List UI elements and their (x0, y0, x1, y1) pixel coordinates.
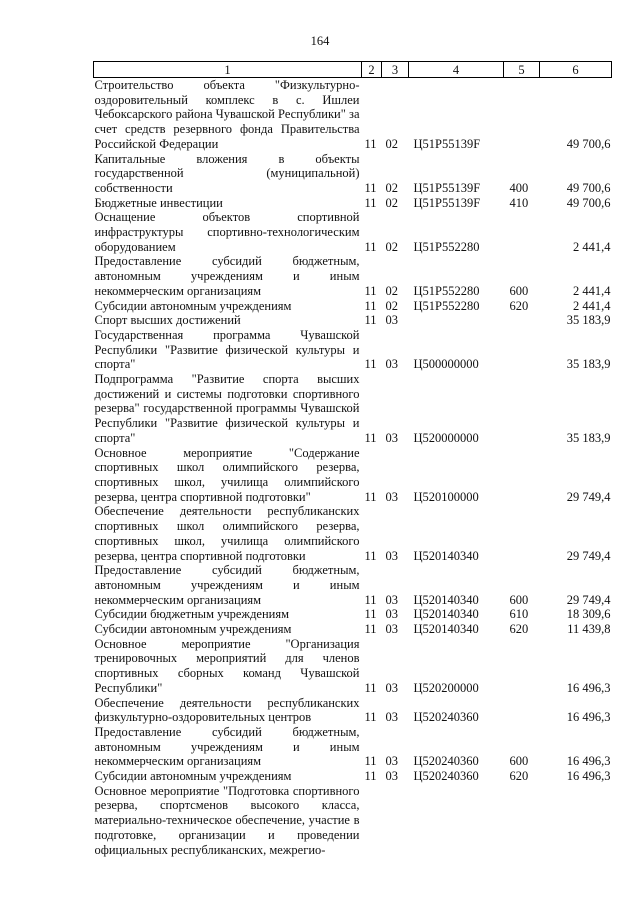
row-target-article: Ц520140340 (413, 607, 479, 622)
row-name: Предоставление субсидий бюджетным, автономным учреждениям и иным некоммерческим организациям (94, 254, 360, 298)
row-expense-type (504, 78, 540, 152)
row-section: 11 (364, 430, 377, 445)
row-target-article: Ц520140340 (413, 592, 479, 607)
table-row (94, 769, 612, 784)
row-amount: 2 441,4 (573, 298, 611, 313)
row-target-article: Ц520200000 (413, 680, 479, 695)
row-section: 11 (364, 180, 377, 195)
row-section: 11 (364, 239, 377, 254)
row-amount: 49 700,6 (566, 180, 611, 195)
row-target-article: Ц520240360 (413, 769, 479, 784)
row-amount: 29 749,4 (566, 592, 611, 607)
row-subsection: 03 (385, 710, 398, 725)
table-row (94, 210, 612, 254)
row-name: Основное мероприятие "Содержание спортивных школ олимпийского резерва, спортивных школ, училища олимпийского резерва, центра спортивной подготовки" (94, 445, 360, 504)
row-section: 11 (364, 136, 377, 151)
table-row (94, 372, 612, 446)
budget-table (93, 61, 612, 857)
row-target-article: Ц51P552280 (413, 239, 480, 254)
row-amount: 29 749,4 (566, 548, 611, 563)
table-row (94, 637, 612, 696)
header-row (94, 62, 612, 78)
row-expense-type: 410 (509, 195, 529, 210)
row-name: Подпрограмма "Развитие спорта высших достижений и системы подготовки спортивного резерва" государственной программы Чувашской Республики "Развитие физической культуры и спорта" (94, 372, 360, 445)
row-expense-type (504, 372, 540, 446)
row-section: 11 (364, 283, 377, 298)
header-cell-section: 2 (362, 62, 382, 78)
header-cell-target-article: 4 (409, 62, 504, 78)
row-section: 11 (364, 313, 377, 328)
row-name: Оснащение объектов спортивной инфраструктуры спортивно-технологическим оборудованием (94, 210, 360, 254)
header-cell-amount: 6 (540, 62, 612, 78)
row-target-article: Ц520100000 (413, 489, 479, 504)
row-subsection: 02 (385, 298, 398, 313)
row-amount: 11 439,8 (567, 622, 611, 637)
row-amount: 16 496,3 (566, 754, 611, 769)
row-expense-type: 620 (509, 769, 529, 784)
row-name: Предоставление субсидий бюджетным, автономным учреждениям и иным некоммерческим организациям (94, 724, 360, 769)
row-target-article: Ц51P55139F (413, 195, 481, 210)
row-name: Основное мероприятие "Организация тренировочных мероприятий для членов спортивных сборных команд Чувашской Республики" (94, 636, 360, 695)
row-expense-type: 600 (509, 754, 529, 769)
row-target-article: Ц520140340 (413, 548, 479, 563)
row-amount: 49 700,6 (566, 136, 611, 151)
row-target-article: Ц520000000 (413, 430, 479, 445)
row-expense-type (504, 696, 540, 725)
table-row (94, 254, 612, 298)
table-row (94, 504, 612, 563)
row-subsection: 02 (385, 195, 398, 210)
row-name: Капитальные вложения в объекты государственной (муниципальной) собственности (94, 151, 360, 195)
row-subsection: 03 (385, 548, 398, 563)
table-row (94, 313, 612, 328)
row-target-article: Ц520240360 (413, 754, 479, 769)
table-row (94, 622, 612, 637)
row-target-article: Ц500000000 (413, 357, 479, 372)
row-subsection: 02 (385, 136, 398, 151)
row-name: Обеспечение деятельности республиканских спортивных школ олимпийского резерва, спортивных школ, училища олимпийского резерва, центра спортивной подготовки (94, 504, 360, 563)
row-amount: 49 700,6 (566, 195, 611, 210)
row-subsection: 02 (385, 239, 398, 254)
table-row (94, 725, 612, 769)
table-row (94, 446, 612, 505)
row-expense-type (504, 210, 540, 254)
row-subsection: 03 (385, 680, 398, 695)
row-section: 11 (364, 622, 377, 637)
table-row (94, 152, 612, 196)
row-amount: 16 496,3 (566, 710, 611, 725)
row-subsection: 03 (385, 357, 398, 372)
table-row (94, 784, 612, 858)
row-target-article (409, 784, 504, 858)
row-section: 11 (364, 680, 377, 695)
header-cell-expense-type: 5 (504, 62, 540, 78)
row-name: Бюджетные инвестиции (94, 195, 223, 210)
row-expense-type (504, 313, 540, 328)
row-section: 11 (364, 769, 377, 784)
row-expense-type: 600 (509, 592, 529, 607)
row-section: 11 (364, 754, 377, 769)
row-target-article (409, 313, 504, 328)
row-name: Государственная программа Чувашской Республики "Развитие физической культуры и спорта" (94, 327, 360, 372)
row-subsection: 03 (385, 430, 398, 445)
row-section: 11 (364, 607, 377, 622)
row-expense-type (504, 446, 540, 505)
table-row (94, 299, 612, 314)
row-name: Субсидии автономным учреждениям (94, 298, 292, 313)
row-section: 11 (364, 489, 377, 504)
row-subsection: 03 (385, 592, 398, 607)
row-target-article: Ц520240360 (413, 710, 479, 725)
row-target-article: Ц520140340 (413, 622, 479, 637)
row-section: 11 (364, 710, 377, 725)
table-row (94, 607, 612, 622)
row-expense-type: 620 (509, 298, 529, 313)
table-row (94, 328, 612, 372)
row-section: 11 (364, 298, 377, 313)
table-row (94, 696, 612, 725)
table-row (94, 196, 612, 211)
table-row (94, 563, 612, 607)
row-name: Субсидии автономным учреждениям (94, 769, 292, 784)
row-amount: 16 496,3 (566, 769, 611, 784)
row-name: Предоставление субсидий бюджетным, автономным учреждениям и иным некоммерческим организациям (94, 563, 360, 607)
row-amount: 35 183,9 (566, 430, 611, 445)
row-amount: 35 183,9 (566, 357, 611, 372)
row-target-article: Ц51P55139F (413, 180, 481, 195)
row-subsection: 03 (385, 489, 398, 504)
row-subsection: 03 (385, 607, 398, 622)
row-expense-type: 610 (509, 607, 529, 622)
row-expense-type (504, 784, 540, 858)
row-name: Субсидии бюджетным учреждениям (94, 607, 290, 622)
row-amount: 16 496,3 (566, 680, 611, 695)
row-expense-type (504, 504, 540, 563)
row-section: 11 (364, 548, 377, 563)
row-target-article: Ц51P552280 (413, 298, 480, 313)
header-cell-subsection: 3 (382, 62, 409, 78)
row-target-article: Ц51P55139F (413, 136, 481, 151)
row-subsection: 03 (385, 769, 398, 784)
row-amount: 2 441,4 (573, 239, 611, 254)
row-section: 11 (364, 195, 377, 210)
row-expense-type (504, 328, 540, 372)
row-subsection: 03 (385, 622, 398, 637)
row-expense-type: 400 (509, 180, 529, 195)
table-row (94, 78, 612, 152)
row-expense-type: 600 (509, 283, 529, 298)
row-section: 11 (364, 357, 377, 372)
row-subsection (382, 784, 409, 858)
row-amount: 35 183,9 (566, 313, 611, 328)
row-amount: 29 749,4 (566, 489, 611, 504)
row-subsection: 03 (385, 754, 398, 769)
row-section: 11 (364, 592, 377, 607)
row-expense-type (504, 637, 540, 696)
row-section (362, 784, 382, 858)
row-name: Строительство объекта "Физкультурно-оздоровительный комплекс в с. Ишлеи Чебоксарского района Чувашской Республики" за счет средств резервного фонда Правительства Российской Федерации (94, 78, 360, 151)
row-amount (540, 784, 612, 858)
page-number: 164 (310, 34, 330, 48)
row-subsection: 02 (385, 283, 398, 298)
row-name: Обеспечение деятельности республиканских физкультурно-оздоровительных центров (94, 695, 360, 725)
row-amount: 2 441,4 (573, 283, 611, 298)
row-name: Субсидии автономным учреждениям (94, 622, 292, 637)
row-subsection: 03 (385, 313, 398, 328)
row-expense-type: 620 (509, 622, 529, 637)
header-cell-name: 1 (94, 62, 362, 78)
row-name: Основное мероприятие "Подготовка спортивного резерва, спортсменов высокого класса, материально-техническое обеспечение, участие в подготовке, организации и проведении официальных республиканских, межрегио- (94, 783, 360, 857)
row-subsection: 02 (385, 180, 398, 195)
row-name: Спорт высших достижений (94, 313, 241, 328)
row-target-article: Ц51P552280 (413, 283, 480, 298)
row-amount: 18 309,6 (566, 607, 611, 622)
